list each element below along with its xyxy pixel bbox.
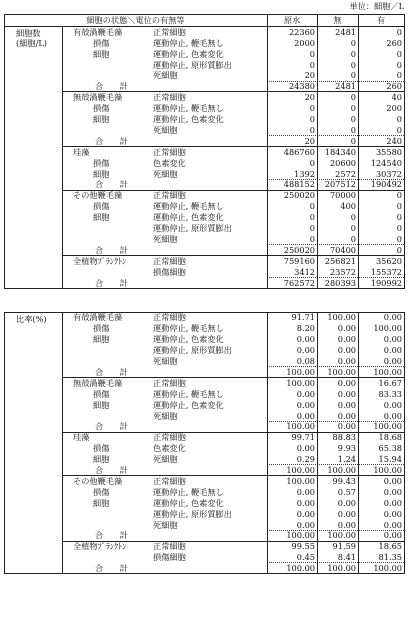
group-label: 有殻渦鞭毛藻	[73, 26, 123, 37]
condition-label: 運動停止, 鞭毛無し	[153, 37, 224, 48]
value-cell: 40	[391, 92, 402, 103]
section-bottom-rule	[4, 288, 404, 289]
sub-label: 損傷	[93, 157, 110, 168]
sub-label: 損傷	[93, 486, 110, 497]
condition-label: 運動停止, 鞭毛無し	[153, 103, 224, 114]
vertical-rule	[317, 14, 318, 289]
group-label: その他鞭毛藻	[73, 475, 123, 486]
value-cell: 250020	[283, 190, 315, 201]
value-cell: 100.00	[373, 421, 402, 432]
condition-label: 正常細胞	[153, 92, 186, 103]
value-cell: 0.00	[337, 519, 356, 530]
value-cell: 100.00	[327, 563, 356, 574]
value-cell: 20	[304, 135, 315, 146]
value-cell: 0.00	[337, 508, 356, 519]
value-cell: 30372	[375, 168, 402, 179]
condition-label: 死細胞	[153, 168, 178, 179]
condition-label: 死細胞	[153, 410, 178, 421]
value-cell: 0.00	[337, 388, 356, 399]
value-cell: 0.00	[296, 486, 315, 497]
value-cell: 0.57	[337, 486, 356, 497]
condition-label: 運動停止, 色素変化	[153, 334, 224, 345]
value-cell: 0.00	[383, 486, 402, 497]
value-cell: 0	[350, 124, 356, 135]
sub-label: 細胞	[93, 454, 110, 465]
vertical-rule	[267, 312, 268, 575]
value-cell: 100.00	[286, 530, 315, 541]
value-cell: 0	[350, 135, 356, 146]
condition-label: 死細胞	[153, 454, 178, 465]
value-cell: 0.08	[296, 356, 315, 366]
value-cell: 0.00	[296, 508, 315, 519]
sub-label: 細胞	[93, 168, 110, 179]
total-separator	[267, 179, 404, 180]
value-cell: 0	[309, 223, 315, 233]
sub-label: 損傷	[93, 443, 110, 454]
value-cell: 8.41	[337, 552, 356, 563]
total-label: 合 計	[95, 465, 128, 475]
sub-label: 損傷	[93, 388, 110, 399]
value-cell: 0.00	[296, 519, 315, 530]
value-cell: 24380	[288, 81, 315, 92]
value-cell: 0.00	[296, 399, 315, 410]
value-cell: 100.00	[286, 421, 315, 432]
value-cell: 1392	[294, 168, 315, 179]
group-label: 無殻渦鞭毛藻	[73, 377, 123, 388]
sub-label: 損傷	[93, 323, 110, 334]
value-cell: 0	[350, 92, 356, 103]
value-cell: 100.00	[327, 530, 356, 541]
value-cell: 2481	[335, 81, 356, 92]
total-separator	[267, 421, 404, 422]
condition-label: 正常細胞	[153, 541, 186, 552]
value-cell: 0.00	[337, 497, 356, 508]
value-cell: 100.00	[327, 366, 356, 377]
vertical-rule	[4, 14, 5, 289]
value-cell: 0	[309, 233, 315, 244]
value-cell: 0.00	[296, 345, 315, 356]
value-cell: 0.00	[383, 508, 402, 519]
value-cell: 81.35	[378, 552, 402, 563]
condition-label: 死細胞	[153, 124, 178, 135]
total-label: 合 計	[95, 366, 128, 377]
value-cell: 88.83	[332, 432, 356, 443]
total-separator	[267, 277, 404, 278]
value-cell: 0	[350, 212, 356, 223]
value-cell: 91.59	[332, 541, 356, 552]
value-cell: 18.65	[378, 541, 402, 552]
value-cell: 0.00	[337, 410, 356, 421]
total-separator	[267, 562, 404, 563]
vertical-rule	[358, 14, 359, 289]
section-label: 比率(%)	[16, 313, 47, 324]
value-cell: 0.00	[296, 410, 315, 421]
value-cell: 0.29	[296, 454, 315, 465]
condition-label: 運動停止, 色素変化	[153, 399, 224, 410]
sub-label: 細胞	[93, 334, 110, 345]
value-cell: 0	[309, 124, 315, 135]
value-cell: 0	[350, 103, 356, 114]
value-cell: 0	[309, 212, 315, 223]
vertical-rule	[404, 14, 405, 289]
value-cell: 762572	[283, 277, 315, 288]
value-cell: 488152	[283, 179, 315, 190]
condition-label: 運動停止, 色素変化	[153, 48, 224, 59]
condition-label: 死細胞	[153, 233, 178, 244]
value-cell: 20600	[329, 157, 356, 168]
sub-label: 細胞	[93, 399, 110, 410]
value-cell: 0.00	[383, 356, 402, 366]
value-cell: 99.71	[291, 432, 315, 443]
value-cell: 70000	[329, 190, 356, 201]
value-cell: 0	[309, 114, 315, 124]
condition-label: 運動停止, 色素変化	[153, 497, 224, 508]
total-separator	[267, 464, 404, 465]
sub-label: 細胞	[93, 114, 110, 124]
total-separator	[267, 366, 404, 367]
value-cell: 0	[350, 59, 356, 70]
value-cell: 240	[386, 135, 402, 146]
section-bottom-rule	[4, 573, 404, 574]
value-cell: 0	[309, 59, 315, 70]
value-cell: 99.55	[291, 541, 315, 552]
value-cell: 260	[386, 37, 402, 48]
section-sublabel: (細胞/L)	[16, 38, 47, 48]
condition-label: 死細胞	[153, 356, 178, 366]
total-label: 合 計	[95, 81, 128, 92]
condition-label: 運動停止, 原形質膨出	[153, 345, 232, 356]
value-cell: 400	[340, 201, 356, 212]
condition-label: 正常細胞	[153, 432, 186, 443]
value-cell: 65.38	[378, 443, 402, 454]
value-cell: 0.00	[383, 475, 402, 486]
value-cell: 207512	[324, 179, 356, 190]
total-separator	[267, 135, 404, 136]
value-cell: 0	[309, 201, 315, 212]
value-cell: 0	[309, 48, 315, 59]
condition-label: 運動停止, 鞭毛無し	[153, 323, 224, 334]
condition-label: 運動停止, 原形質膨出	[153, 223, 232, 233]
value-cell: 100.00	[286, 377, 315, 388]
value-cell: 0	[396, 124, 402, 135]
value-cell: 0.00	[337, 345, 356, 356]
value-cell: 70400	[329, 244, 356, 255]
value-cell: 35620	[375, 255, 402, 266]
value-cell: 0	[396, 114, 402, 124]
value-cell: 256821	[324, 255, 356, 266]
value-cell: 486760	[283, 146, 315, 157]
value-cell: 250020	[283, 244, 315, 255]
value-cell: 0	[350, 114, 356, 124]
total-label: 合 計	[95, 135, 128, 146]
condition-label: 死細胞	[153, 519, 178, 530]
value-cell: 200	[386, 103, 402, 114]
total-label: 合 計	[95, 421, 128, 432]
value-cell: 0.00	[383, 530, 402, 541]
condition-label: 運動停止, 鞭毛無し	[153, 388, 224, 399]
sub-label: 損傷	[93, 37, 110, 48]
value-cell: 0	[396, 223, 402, 233]
value-cell: 100.00	[327, 312, 356, 323]
total-label: 合 計	[95, 244, 128, 255]
vertical-rule	[4, 312, 5, 575]
vertical-rule	[317, 312, 318, 575]
value-cell: 0.00	[337, 323, 356, 334]
value-cell: 0	[396, 212, 402, 223]
condition-label: 正常細胞	[153, 26, 186, 37]
value-cell: 9.93	[337, 443, 356, 454]
value-cell: 100.00	[286, 465, 315, 475]
value-cell: 8.20	[296, 323, 315, 334]
value-cell: 0	[396, 70, 402, 81]
value-cell: 0.00	[383, 497, 402, 508]
value-cell: 3412	[294, 266, 315, 277]
value-cell: 100.00	[373, 563, 402, 574]
value-cell: 100.00	[373, 465, 402, 475]
vertical-rule	[358, 312, 359, 575]
value-cell: 190492	[370, 179, 402, 190]
condition-label: 色素変化	[153, 443, 186, 454]
value-cell: 0.00	[337, 399, 356, 410]
total-label: 合 計	[95, 277, 128, 288]
condition-label: 運動停止, 原形質膨出	[153, 508, 232, 519]
value-cell: 91.71	[291, 312, 315, 323]
condition-label: 正常細胞	[153, 255, 186, 266]
value-cell: 2481	[335, 26, 356, 37]
header-cell-present: 有	[376, 15, 386, 25]
group-label: 珪藻	[73, 432, 90, 443]
total-label: 合 計	[95, 179, 128, 190]
condition-label: 正常細胞	[153, 312, 186, 323]
value-cell: 0	[396, 244, 402, 255]
value-cell: 124540	[370, 157, 402, 168]
value-cell: 0.00	[296, 388, 315, 399]
value-cell: 0	[350, 37, 356, 48]
value-cell: 0	[350, 223, 356, 233]
value-cell: 22360	[288, 26, 315, 37]
value-cell: 0	[309, 157, 315, 168]
value-cell: 280393	[324, 277, 356, 288]
total-separator	[267, 244, 404, 245]
group-label: 全植物ﾌﾟﾗﾝｸﾄﾝ	[73, 541, 127, 552]
condition-label: 正常細胞	[153, 190, 186, 201]
section-label: 細胞数	[16, 28, 41, 38]
value-cell: 0.00	[337, 334, 356, 345]
value-cell: 0	[396, 233, 402, 244]
value-cell: 0.00	[296, 443, 315, 454]
sub-label: 細胞	[93, 48, 110, 59]
value-cell: 0	[396, 201, 402, 212]
condition-label: 運動停止, 色素変化	[153, 114, 224, 124]
value-cell: 0.45	[296, 552, 315, 563]
value-cell: 23572	[329, 266, 356, 277]
value-cell: 759160	[283, 255, 315, 266]
value-cell: 184340	[324, 146, 356, 157]
value-cell: 0	[396, 48, 402, 59]
header-cell-state: 細胞の状態＼電位の有無等	[86, 15, 185, 25]
value-cell: 99.43	[332, 475, 356, 486]
value-cell: 2572	[335, 168, 356, 179]
value-cell: 15.94	[378, 454, 402, 465]
vertical-rule	[62, 26, 63, 288]
value-cell: 0	[396, 26, 402, 37]
value-cell: 0.00	[383, 334, 402, 345]
value-cell: 35580	[375, 146, 402, 157]
value-cell: 0.00	[337, 421, 356, 432]
header-cell-raw: 原水	[283, 15, 301, 25]
value-cell: 100.00	[327, 465, 356, 475]
condition-label: 正常細胞	[153, 475, 186, 486]
condition-label: 色素変化	[153, 157, 186, 168]
value-cell: 0	[396, 59, 402, 70]
value-cell: 100.00	[286, 563, 315, 574]
value-cell: 0.00	[337, 377, 356, 388]
value-cell: 0	[309, 103, 315, 114]
value-cell: 0.00	[383, 312, 402, 323]
condition-label: 運動停止, 原形質膨出	[153, 59, 232, 70]
condition-label: 死細胞	[153, 70, 178, 81]
value-cell: 0	[350, 48, 356, 59]
value-cell: 100.00	[373, 366, 402, 377]
value-cell: 0.00	[383, 519, 402, 530]
vertical-rule	[62, 312, 63, 574]
value-cell: 16.67	[378, 377, 402, 388]
sub-label: 細胞	[93, 497, 110, 508]
vertical-rule	[267, 14, 268, 289]
total-label: 合 計	[95, 530, 128, 541]
sub-label: 損傷	[93, 103, 110, 114]
group-label: 無殻渦鞭毛藻	[73, 92, 123, 103]
value-cell: 100.00	[373, 323, 402, 334]
value-cell: 0	[350, 233, 356, 244]
condition-label: 正常細胞	[153, 146, 186, 157]
value-cell: 20	[304, 92, 315, 103]
total-separator	[267, 81, 404, 82]
header-cell-none: 無	[333, 15, 342, 25]
value-cell: 0.00	[383, 399, 402, 410]
value-cell: 0	[396, 190, 402, 201]
value-cell: 1.24	[337, 454, 356, 465]
sub-label: 細胞	[93, 212, 110, 223]
total-label: 合 計	[95, 563, 128, 574]
value-cell: 83.33	[378, 388, 402, 399]
group-label: 全植物ﾌﾟﾗﾝｸﾄﾝ	[73, 255, 127, 266]
condition-label: 損傷細胞	[153, 266, 186, 277]
value-cell: 260	[386, 81, 402, 92]
condition-label: 正常細胞	[153, 377, 186, 388]
group-label: 有殻渦鞭毛藻	[73, 312, 123, 323]
value-cell: 0.00	[296, 497, 315, 508]
value-cell: 100.00	[286, 366, 315, 377]
value-cell: 155372	[370, 266, 402, 277]
total-separator	[267, 530, 404, 531]
value-cell: 0.00	[383, 410, 402, 421]
value-cell: 0.00	[337, 356, 356, 366]
condition-label: 運動停止, 鞭毛無し	[153, 201, 224, 212]
group-label: その他鞭毛藻	[73, 190, 123, 201]
value-cell: 18.68	[378, 432, 402, 443]
group-label: 珪藻	[73, 146, 90, 157]
value-cell: 190992	[370, 277, 402, 288]
condition-label: 運動停止, 鞭毛無し	[153, 486, 224, 497]
value-cell: 20	[304, 70, 315, 81]
sub-label: 損傷	[93, 201, 110, 212]
vertical-rule	[404, 312, 405, 575]
value-cell: 100.00	[286, 475, 315, 486]
value-cell: 0.00	[296, 334, 315, 345]
value-cell: 2000	[294, 37, 315, 48]
condition-label: 運動停止, 色素変化	[153, 212, 224, 223]
condition-label: 損傷細胞	[153, 552, 186, 563]
value-cell: 0	[350, 70, 356, 81]
value-cell: 0.00	[383, 345, 402, 356]
unit-note: 単位：細胞／L	[349, 1, 404, 11]
